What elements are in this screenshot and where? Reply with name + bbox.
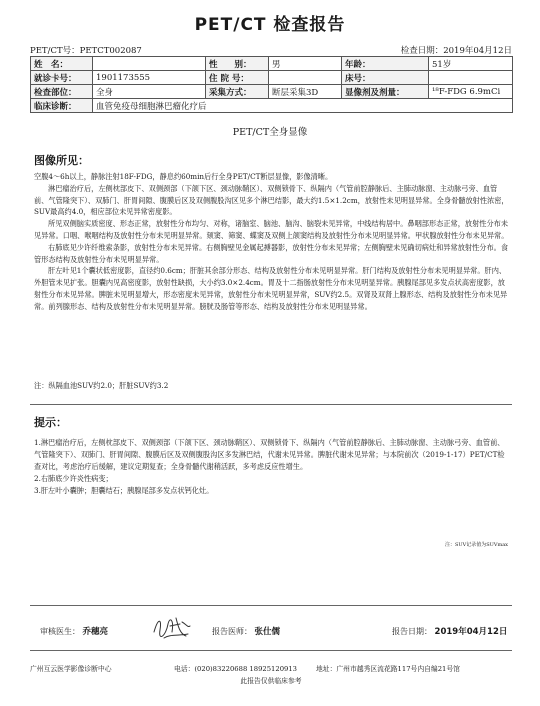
tracer-value: ¹⁸F-FDG 6.9mCi	[429, 85, 513, 99]
exam-subtitle: PET/CT全身显像	[232, 127, 308, 138]
suv-max-note: 注：SUV记录值为SUVmax	[444, 542, 508, 548]
impression-heading: 提示：	[34, 416, 67, 429]
section-divider	[30, 404, 512, 405]
diagnosis-value: 血管免疫母细胞淋巴瘤化疗后	[93, 99, 513, 113]
bed-label: 床号：	[342, 71, 429, 85]
card-label: 就诊卡号：	[31, 71, 93, 85]
reviewer-label: 审核医生：	[40, 627, 80, 636]
reporter-label: 报告医师：	[212, 627, 252, 636]
report-title: PET/CT 检查报告	[194, 15, 346, 35]
footer-organization: 广州互云医学影像诊断中心	[30, 665, 112, 673]
report-date-label: 报告日期：	[392, 627, 432, 636]
inpatient-value	[269, 71, 342, 85]
findings-paragraph: 肝左叶见1个囊状低密度影，直径约0.6cm；肝脏其余部分形态、结构及放射性分布未见明显异常。肝门结构及放射性分布未见明显异常。肝内、外胆管未见扩张。胆囊内见高密度影，放射性缺损，大小约3.0×2.4cm。胃及十二指肠放射性分布未见明显异常。胰腺尾部见多发点状高密度影，放射性分布未见异常。脾脏未见明显增大，形态密度未见异常，放射性分布未见明显异常，SUV约2.5。双肾及双肾上腺形态、结构及放射性分布未见异常。前列腺形态、结构及放射性分布未见明显异常。膀胱及肠管等形态、结构及放射性分布未见明显异常。	[34, 266, 508, 311]
impression-item: 3.肝左叶小囊肿；胆囊结石；胰腺尾部多发点状钙化灶。	[34, 486, 214, 495]
sex-value: 男	[269, 57, 342, 71]
footer-address: 地址：广州市越秀区流花路117号内自编21号馆	[316, 665, 460, 673]
name-value	[93, 57, 206, 71]
tracer-label: 显像剂及剂量：	[342, 85, 429, 99]
petct-number: PET/CT号：PETCT002087	[30, 46, 142, 56]
info-row-2	[31, 71, 513, 85]
info-row-1	[31, 57, 513, 71]
method-label: 采集方式：	[206, 85, 269, 99]
diagnosis-label: 临床诊断：	[31, 99, 93, 113]
footer-phone: 电话：(020)83220688 18925120913	[174, 665, 297, 673]
footer-disclaimer: 此报告仅供临床参考	[240, 677, 302, 685]
suv-reference-note: 注：纵隔血池SUV约2.0；肝脏SUV约3.2	[34, 381, 169, 390]
info-row-4	[31, 99, 513, 113]
age-value: 51岁	[429, 57, 513, 71]
part-value: 全身	[93, 85, 206, 99]
impression-item: 2.右肺底少许炎性病变；	[34, 474, 113, 483]
reviewer-name: 乔穗亮	[82, 627, 109, 637]
patient-info-table	[30, 56, 513, 113]
findings-heading: 图像所见：	[34, 154, 89, 167]
report-meta-line	[30, 44, 512, 56]
card-value: 1901173555	[93, 71, 206, 85]
findings-paragraph: 淋巴瘤治疗后，左侧枕部皮下、双侧颈部（下颌下区、颈动脉鞘区）、双侧锁骨下、纵隔内（气管前腔静脉后、主肺动脉窗、主动脉弓旁、血管前、气管隆突下）、双肺门、肝胃间隙、腹膜后区及双侧腹股沟区见多个淋巴结影，最大约1.5×1.2cm，放射性未见明显异常。全身骨髓放射性浓密，SUV最高约4.0，相应部位未见异常密度影。	[34, 183, 509, 217]
reporter-block	[212, 625, 280, 637]
sex-label: 性 别：	[206, 57, 269, 71]
info-row-3	[31, 85, 513, 99]
footer-divider	[30, 650, 512, 651]
impression-item: 1.淋巴瘤治疗后，左侧枕部皮下、双侧颈部（下颌下区、颈动脉鞘区）、双侧锁骨下、纵隔内（气管前腔静脉后、主肺动脉窗、主动脉弓旁、血管前、气管隆突下）、双肺门、肝胃间隙、腹膜后区及双侧腹股沟区多发淋巴结，代谢未见异常。脾脏代谢未见异常；与本院前次（2019-1-17）PET/CT检查对比，考虑治疗后缓解，建议定期复查；全身骨髓代谢稍活跃，多考虑反应性增生。	[34, 438, 505, 471]
impression-body	[34, 437, 510, 497]
findings-paragraph: 右肺底见少许纤维索条影，放射性分布未见异常。右侧胸壁见金属起搏器影，放射性分布未见异常；左侧胸壁未见确切病灶和异常放射性分布。食管形态结构及放射性分布未见明显异常。	[34, 242, 509, 264]
signature-top-divider	[30, 605, 512, 606]
reporter-name: 张仕儒	[254, 627, 281, 637]
part-label: 检查部位：	[31, 85, 93, 99]
handwritten-signature	[150, 612, 194, 642]
age-label: 年龄：	[342, 57, 429, 71]
method-value: 断层采集3D	[269, 85, 342, 99]
exam-date: 检查日期：2019年04月12日	[400, 46, 512, 56]
reviewer-block	[40, 625, 108, 637]
bed-value	[429, 71, 513, 85]
name-label: 姓 名：	[31, 57, 93, 71]
findings-paragraph: 所见双侧脑实质密度、形态正常，放射性分布均匀、对称，诸脑室、脑池、脑沟、脑裂未见异常，中线结构居中。鼻咽部形态正常，放射性分布未见异常。口咽、喉咽结构及放射性分布未见明显异常。颏窦、筛窦、蝶窦及双侧上颌窦结构及放射性分布未见明显异常。甲状腺放射性分布未见异常。	[34, 219, 509, 240]
findings-body	[34, 171, 510, 313]
inpatient-label: 住 院 号：	[206, 71, 269, 85]
report-date-block	[392, 625, 507, 637]
findings-paragraph: 空腹4～6h以上，静脉注射18F-FDG，静息约60min后行全身PET/CT断层显像，影像清晰。	[34, 172, 333, 181]
report-date-value: 2019年04月12日	[434, 627, 508, 637]
